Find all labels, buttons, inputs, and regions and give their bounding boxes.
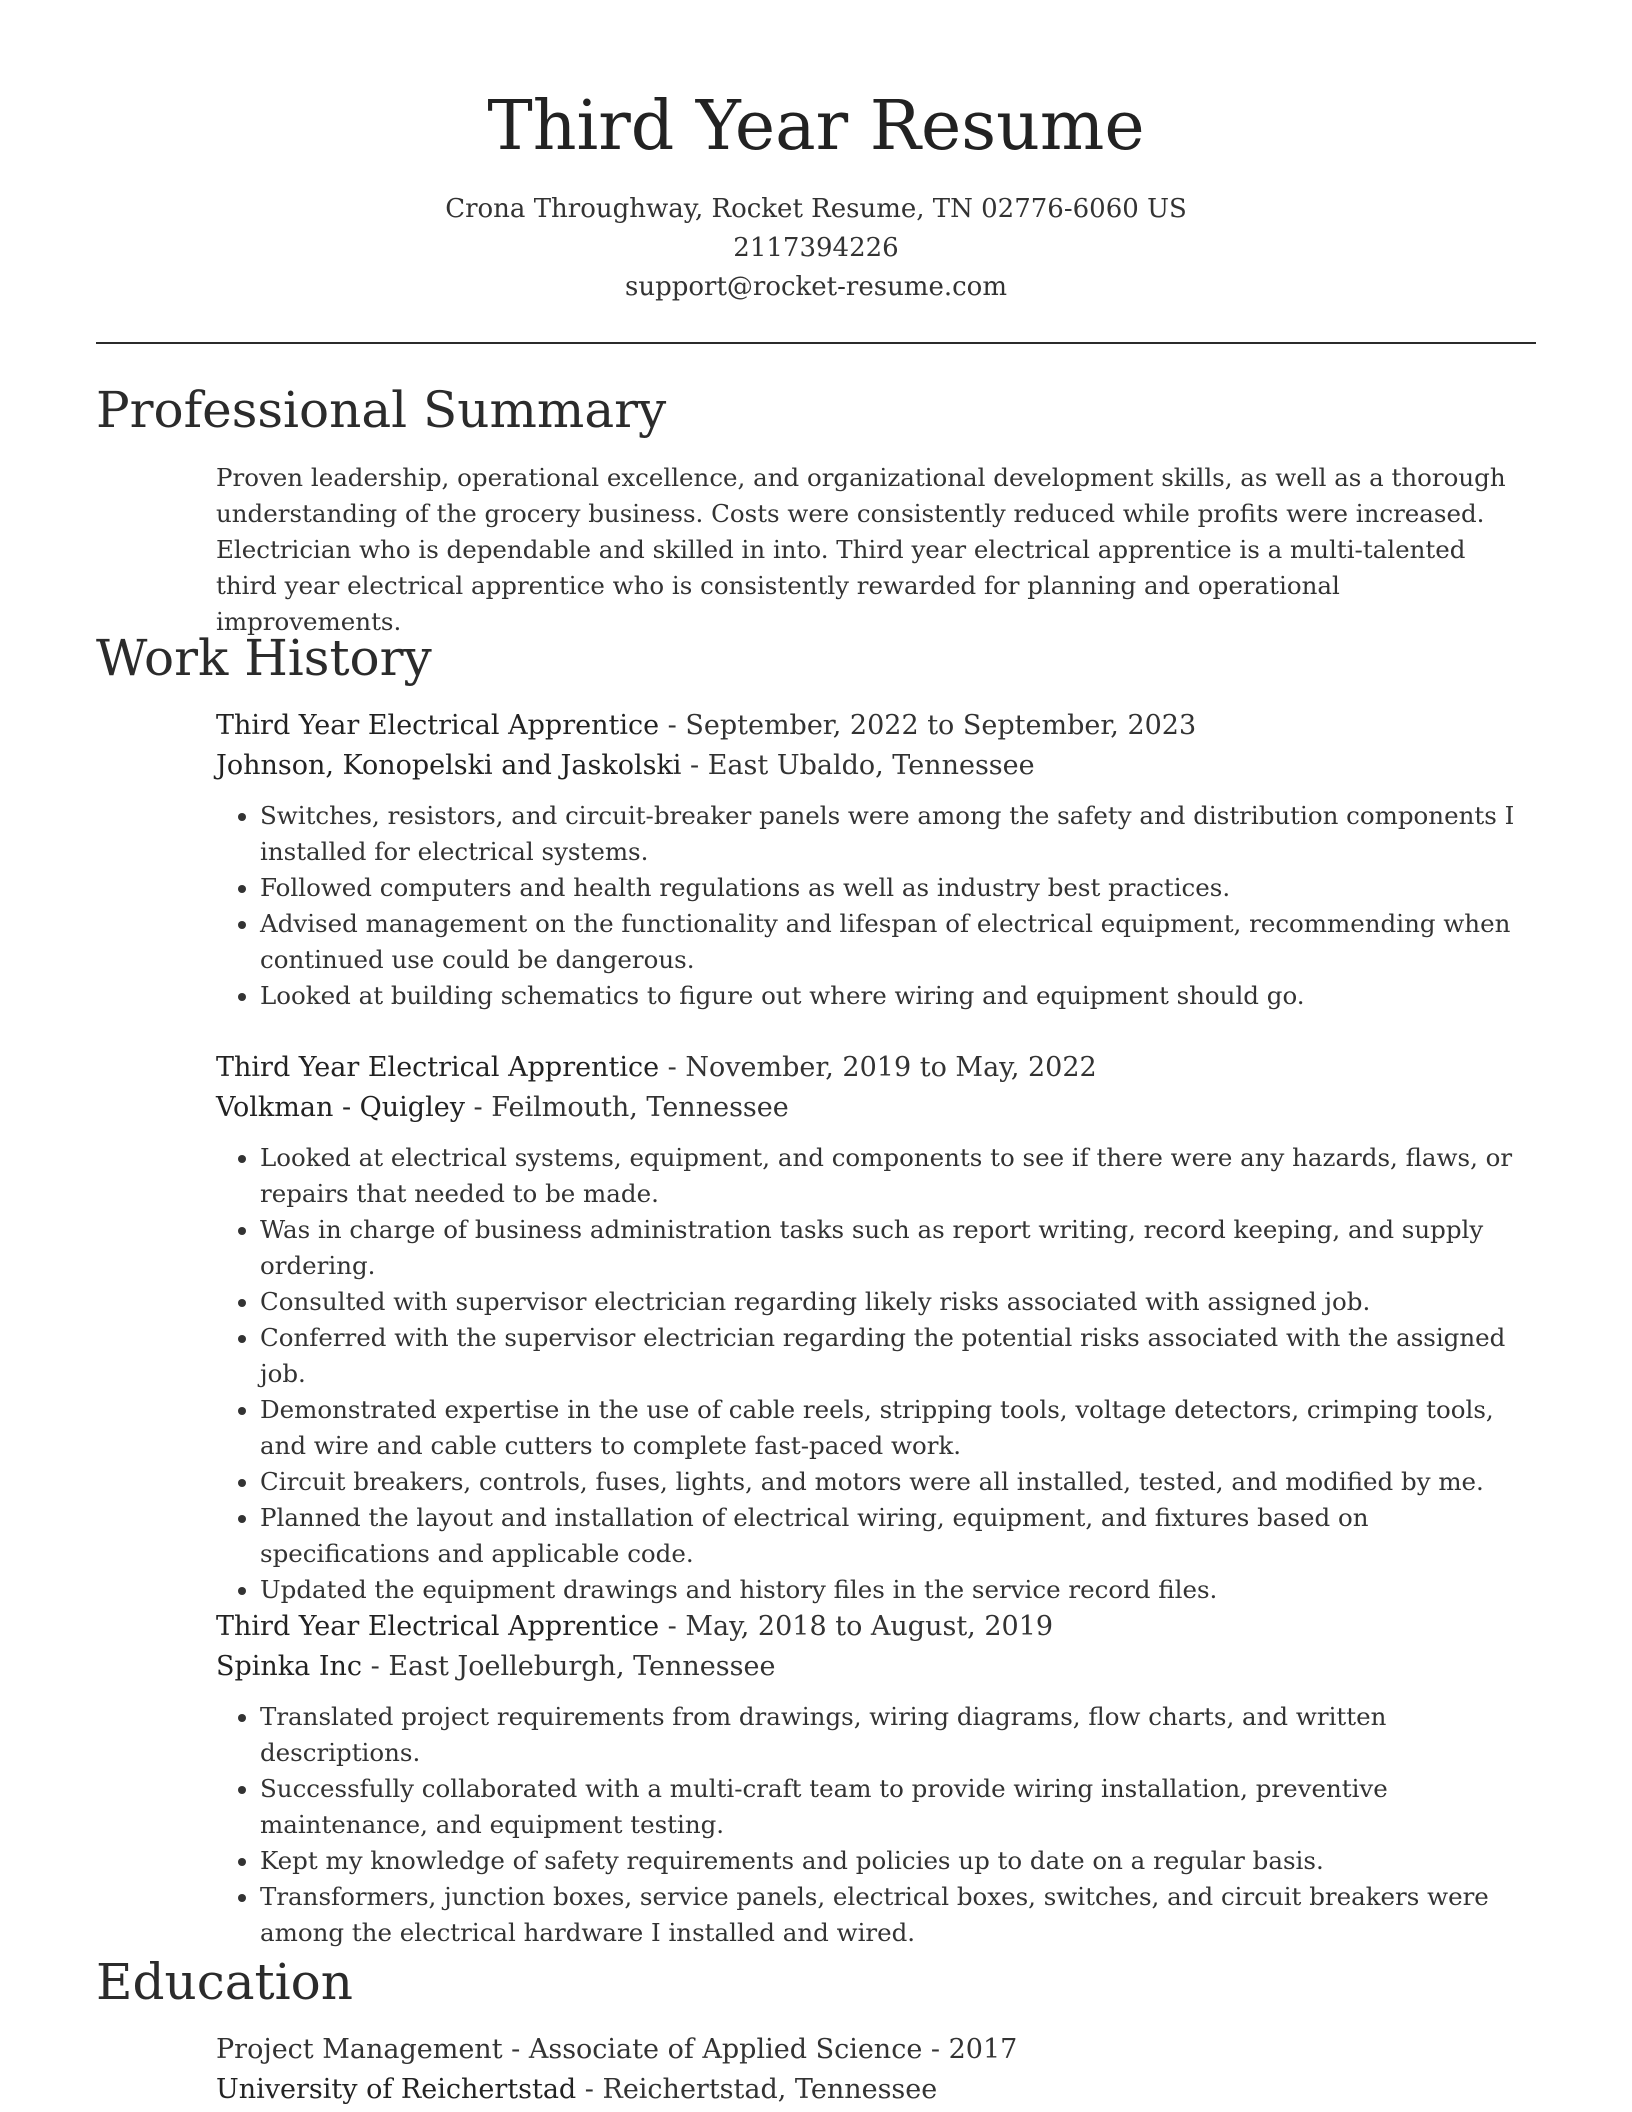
- job-bullet: • Followed computers and health regulations as well as industry best practices.: [260, 870, 1516, 906]
- job-title: Third Year Electrical Apprentice: [216, 710, 660, 741]
- job-bullet: • Transformers, junction boxes, service panels, electrical boxes, switches, and circuit breakers were among the electrical hardware I installed and wired.: [260, 1879, 1516, 1951]
- education-heading: Education: [96, 1953, 353, 2011]
- job-bullet: • Translated project requirements from drawings, wiring diagrams, flow charts, and written descriptions.: [260, 1699, 1516, 1771]
- job-dates: - November, 2019 to May, 2022: [659, 1052, 1097, 1083]
- job-title-line: [216, 706, 1516, 746]
- contact-address: Crona Throughway, Rocket Resume, TN 02776-6060 US: [445, 194, 1187, 224]
- education-entry: [216, 2030, 1516, 2110]
- job-bullet: • Advised management on the functionality and lifespan of electrical equipment, recommending when continued use could be dangerous.: [260, 906, 1516, 978]
- job-bullet: • Looked at electrical systems, equipment, and components to see if there were any hazards, flaws, or repairs that needed to be made.: [260, 1140, 1516, 1212]
- contact-phone: 2117394226: [733, 233, 899, 263]
- job-entry: [216, 706, 1516, 1014]
- education-degree-line: Project Management - Associate of Applied Science - 2017: [216, 2034, 1018, 2065]
- job-bullet: • Kept my knowledge of safety requirements and policies up to date on a regular basis.: [260, 1843, 1516, 1879]
- job-bullet: • Conferred with the supervisor electrician regarding the potential risks associated with the assigned job.: [260, 1320, 1516, 1392]
- job-title: Third Year Electrical Apprentice: [216, 1611, 660, 1642]
- job-bullet: • Demonstrated expertise in the use of cable reels, stripping tools, voltage detectors, crimping tools, and wire and cable cutters to complete fast-paced work.: [260, 1392, 1516, 1464]
- job-bullet: • Consulted with supervisor electrician regarding likely risks associated with assigned job.: [260, 1284, 1516, 1320]
- education-school-line: [216, 2070, 1516, 2110]
- job-bullet: • Updated the equipment drawings and history files in the service record files.: [260, 1572, 1516, 1608]
- job-title-line: [216, 1607, 1516, 1647]
- contact-email: support@rocket-resume.com: [624, 272, 1007, 302]
- job-bullets: [216, 798, 1516, 1014]
- job-company: Volkman - Quigley: [216, 1092, 465, 1123]
- job-entry: [216, 1048, 1516, 1608]
- job-location: - East Joelleburgh, Tennessee: [362, 1651, 776, 1682]
- job-company-line: [216, 746, 1516, 786]
- job-location: - Feilmouth, Tennessee: [464, 1092, 789, 1123]
- job-location: - East Ubaldo, Tennessee: [681, 750, 1035, 781]
- job-bullet: • Successfully collaborated with a multi-craft team to provide wiring installation, preventive maintenance, and equipment testing.: [260, 1771, 1516, 1843]
- job-company: Johnson, Konopelski and Jaskolski: [216, 750, 682, 781]
- job-company-line: [216, 1088, 1516, 1128]
- header-divider: [96, 342, 1536, 344]
- work-history-heading: Work History: [96, 629, 432, 687]
- job-bullet: • Was in charge of business administration tasks such as report writing, record keeping, and supply ordering.: [260, 1212, 1516, 1284]
- job-entry: [216, 1607, 1516, 1951]
- job-title: Third Year Electrical Apprentice: [216, 1052, 660, 1083]
- job-bullets: [216, 1140, 1516, 1608]
- job-bullets: [216, 1699, 1516, 1951]
- job-company-line: [216, 1647, 1516, 1687]
- education-location: - Reichertstad, Tennessee: [576, 2074, 938, 2105]
- job-title-line: [216, 1048, 1516, 1088]
- job-company: Spinka Inc: [216, 1651, 363, 1682]
- resume-title: Third Year Resume: [487, 87, 1145, 166]
- job-bullet: • Looked at building schematics to figure out where wiring and equipment should go.: [260, 978, 1516, 1014]
- contact-block: [96, 190, 1536, 307]
- summary-text: Proven leadership, operational excellence, and organizational development skills, as well as a thorough understanding of the grocery business. Costs were consistently reduced while profits were increased. Electrician who is dependable and skilled in into. Third year electrical apprentice is a multi-talented third year electrical apprentice who is consistently rewarded for planning and operational improvements.: [216, 463, 1506, 636]
- job-bullet: • Planned the layout and installation of electrical wiring, equipment, and fixtures based on specifications and applicable code.: [260, 1500, 1516, 1572]
- summary-heading: Professional Summary: [96, 381, 667, 439]
- education-school: University of Reichertstad: [216, 2074, 577, 2105]
- job-bullet: • Switches, resistors, and circuit-breaker panels were among the safety and distribution components I installed for electrical systems.: [260, 798, 1516, 870]
- job-dates: - May, 2018 to August, 2019: [659, 1611, 1054, 1642]
- job-bullet: • Circuit breakers, controls, fuses, lights, and motors were all installed, tested, and modified by me.: [260, 1464, 1516, 1500]
- job-dates: - September, 2022 to September, 2023: [659, 710, 1197, 741]
